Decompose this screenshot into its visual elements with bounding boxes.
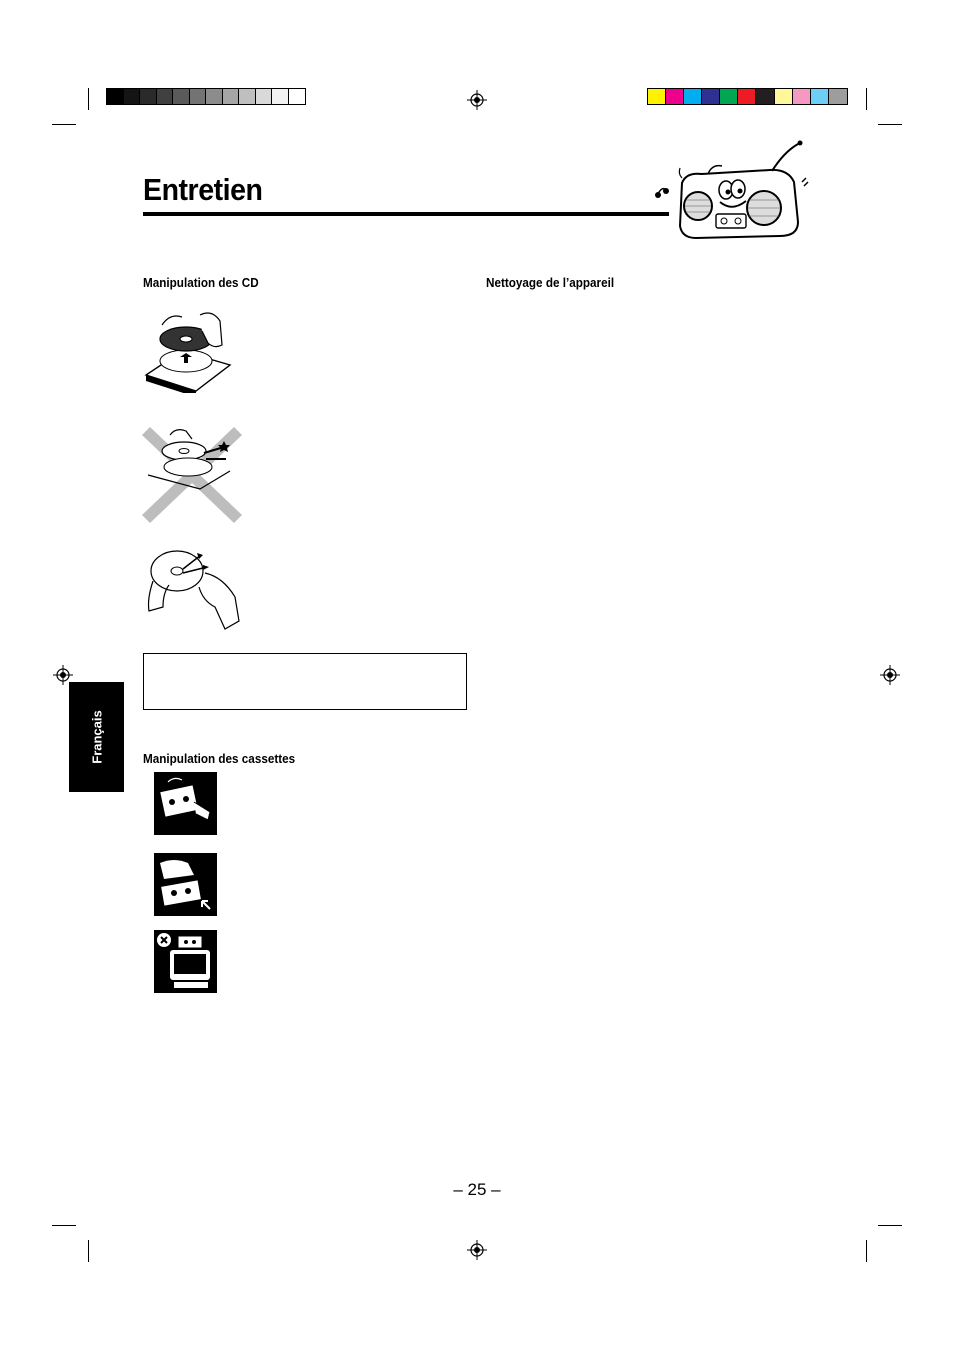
color-calibration-bar [647, 88, 848, 105]
calibration-swatch [738, 89, 756, 104]
calibration-swatch [775, 89, 793, 104]
crop-mark [866, 1240, 867, 1262]
calibration-swatch [684, 89, 702, 104]
boombox-mascot-illustration [652, 138, 810, 242]
calibration-swatch [124, 89, 141, 104]
calibration-swatch [756, 89, 774, 104]
cd-tray-insert-illustration [142, 305, 232, 393]
calibration-swatch [107, 89, 124, 104]
calibration-swatch [720, 89, 738, 104]
calibration-swatch [256, 89, 273, 104]
calibration-swatch [811, 89, 829, 104]
crop-mark [52, 1225, 76, 1226]
crop-mark [878, 1225, 902, 1226]
registration-mark-icon [880, 665, 900, 685]
crop-mark [866, 88, 867, 110]
calibration-swatch [223, 89, 240, 104]
calibration-swatch [648, 89, 666, 104]
calibration-swatch [140, 89, 157, 104]
note-box [143, 653, 467, 710]
calibration-swatch [829, 89, 847, 104]
registration-mark-icon [467, 90, 487, 110]
cassette-tv-warning-illustration [154, 930, 217, 993]
section-heading-cassette-handling: Manipulation des cassettes [143, 751, 296, 766]
crop-mark [88, 1240, 89, 1262]
language-tab [69, 682, 124, 792]
page-number: – 25 – [453, 1180, 501, 1199]
calibration-swatch [272, 89, 289, 104]
calibration-swatch [173, 89, 190, 104]
cassette-tape-handling-illustration [154, 853, 217, 916]
page-title: Entretien [143, 172, 263, 207]
calibration-swatch [190, 89, 207, 104]
section-heading-cd-handling: Manipulation des CD [143, 275, 259, 290]
language-tab-label: Français [89, 710, 104, 764]
calibration-swatch [702, 89, 720, 104]
calibration-swatch [206, 89, 223, 104]
calibration-swatch [666, 89, 684, 104]
cd-wrong-handling-illustration [140, 423, 244, 525]
crop-mark [878, 124, 902, 125]
crop-mark [88, 88, 89, 110]
cd-wipe-illustration [143, 545, 243, 633]
section-heading-cleaning: Nettoyage de l’appareil [486, 275, 615, 290]
calibration-swatch [157, 89, 174, 104]
calibration-swatch [289, 89, 306, 104]
calibration-swatch [239, 89, 256, 104]
registration-mark-icon [467, 1240, 487, 1260]
calibration-swatch [793, 89, 811, 104]
crop-mark [52, 124, 76, 125]
cassette-tape-slack-illustration [154, 772, 217, 835]
title-rule [143, 212, 669, 216]
grayscale-calibration-bar [106, 88, 306, 105]
